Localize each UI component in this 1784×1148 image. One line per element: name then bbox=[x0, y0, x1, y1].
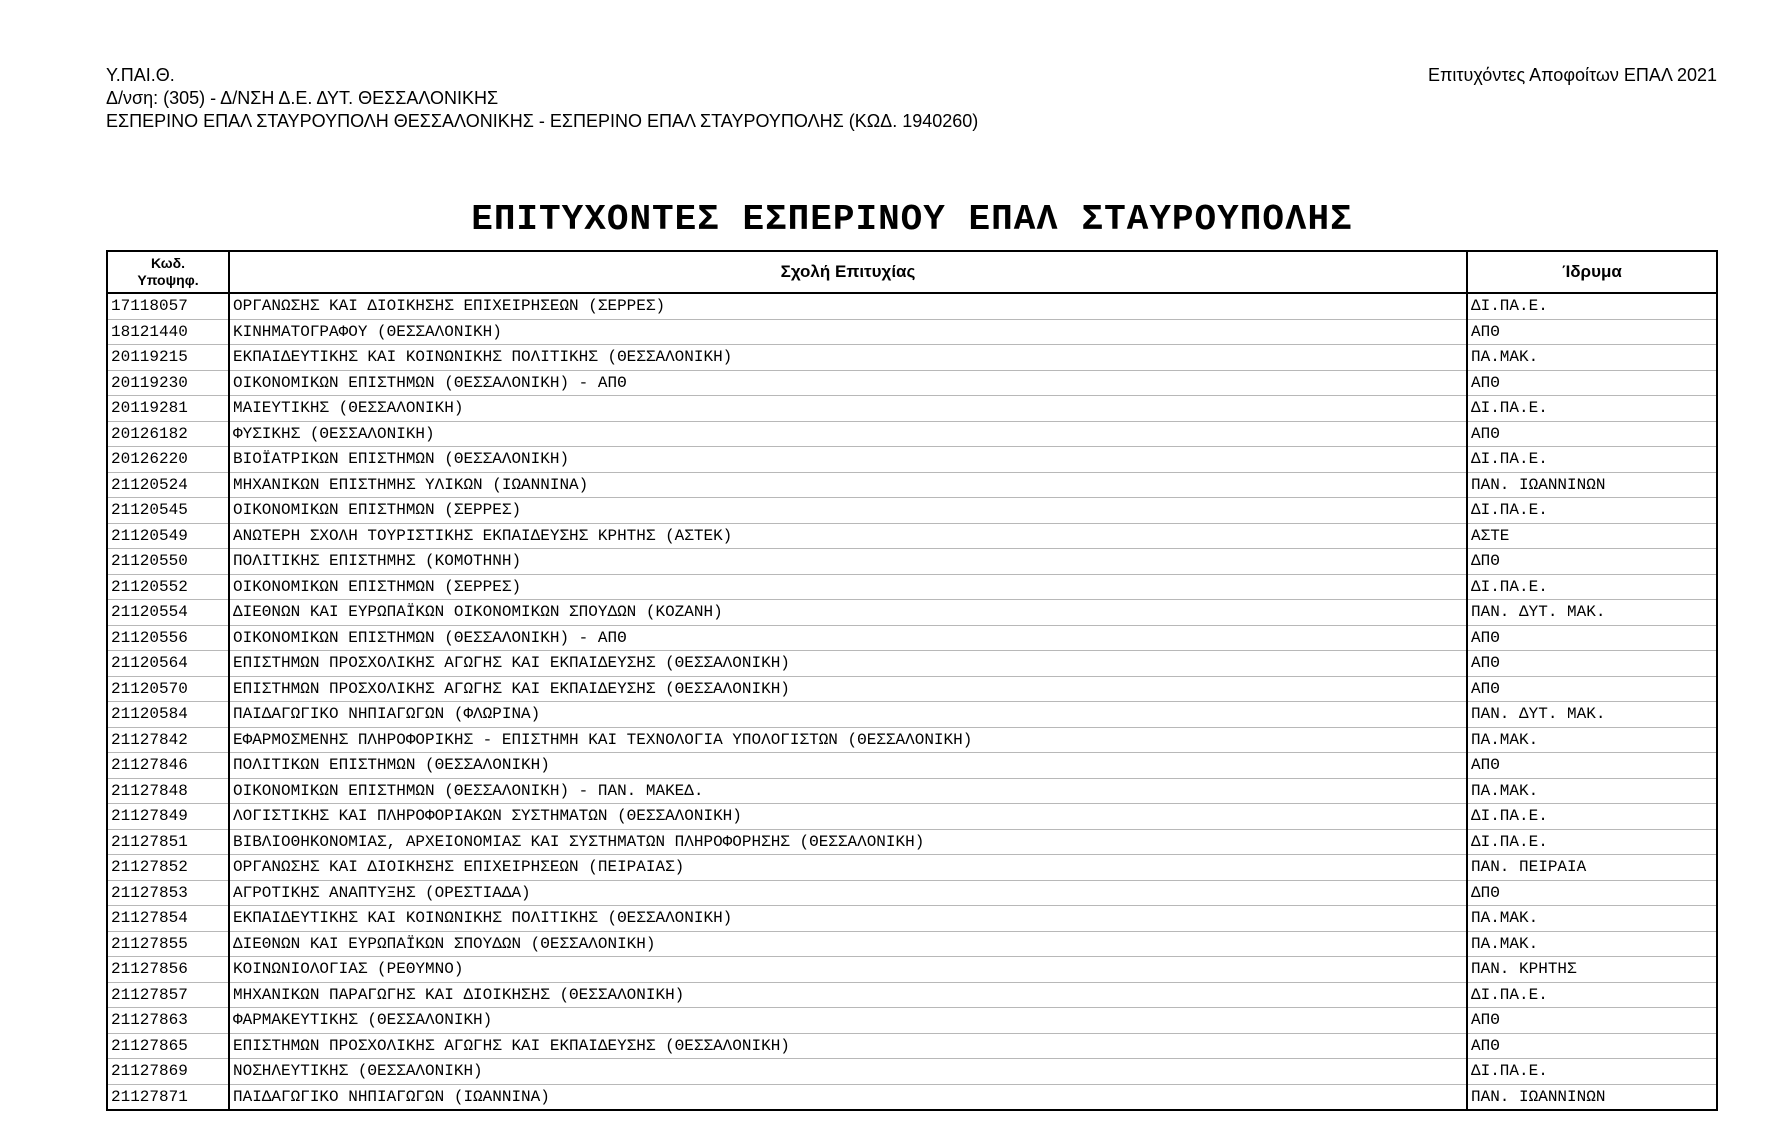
institution-cell: ΔΙ.ΠΑ.Ε. bbox=[1467, 829, 1717, 855]
column-header-code bbox=[107, 251, 229, 293]
institution-cell: ΠΑ.ΜΑΚ. bbox=[1467, 906, 1717, 932]
table-row bbox=[107, 778, 1717, 804]
institution-cell: ΑΠΘ bbox=[1467, 1008, 1717, 1034]
institution-cell: ΠΑ.ΜΑΚ. bbox=[1467, 727, 1717, 753]
candidate-code-cell: 20119215 bbox=[107, 345, 229, 371]
table-row bbox=[107, 676, 1717, 702]
institution-cell: ΔΙ.ΠΑ.Ε. bbox=[1467, 498, 1717, 524]
report-name: Επιτυχόντες Αποφοίτων ΕΠΑΛ 2021 bbox=[1427, 65, 1717, 85]
table-row bbox=[107, 906, 1717, 932]
school-cell: ΒΙΟΪΑΤΡΙΚΩΝ ΕΠΙΣΤΗΜΩΝ (ΘΕΣΣΑΛΟΝΙΚΗ) bbox=[229, 447, 1467, 473]
school-cell: ΜΑΙΕΥΤΙΚΗΣ (ΘΕΣΣΑΛΟΝΙΚΗ) bbox=[229, 396, 1467, 422]
table-row bbox=[107, 396, 1717, 422]
table-row bbox=[107, 727, 1717, 753]
column-header-school: Σχολή Επιτυχίας bbox=[229, 251, 1467, 293]
table-row bbox=[107, 625, 1717, 651]
candidate-code-cell: 21120549 bbox=[107, 523, 229, 549]
school-cell: ΟΙΚΟΝΟΜΙΚΩΝ ΕΠΙΣΤΗΜΩΝ (ΣΕΡΡΕΣ) bbox=[229, 498, 1467, 524]
candidate-code-cell: 21127856 bbox=[107, 957, 229, 983]
institution-cell: ΔΙ.ΠΑ.Ε. bbox=[1467, 982, 1717, 1008]
school-cell: ΚΙΝΗΜΑΤΟΓΡΑΦΟΥ (ΘΕΣΣΑΛΟΝΙΚΗ) bbox=[229, 319, 1467, 345]
candidate-code-cell: 21127863 bbox=[107, 1008, 229, 1034]
table-row bbox=[107, 293, 1717, 319]
candidate-code-cell: 21120564 bbox=[107, 651, 229, 677]
candidate-code-cell: 18121440 bbox=[107, 319, 229, 345]
institution-cell: ΔΙ.ΠΑ.Ε. bbox=[1467, 1059, 1717, 1085]
institution-cell: ΔΠΘ bbox=[1467, 549, 1717, 575]
institution-cell: ΑΠΘ bbox=[1467, 421, 1717, 447]
candidate-code-cell: 21120584 bbox=[107, 702, 229, 728]
school-cell: ΕΠΙΣΤΗΜΩΝ ΠΡΟΣΧΟΛΙΚΗΣ ΑΓΩΓΗΣ ΚΑΙ ΕΚΠΑΙΔΕΥΣΗΣ (ΘΕΣΣΑΛΟΝΙΚΗ) bbox=[229, 651, 1467, 677]
institution-cell: ΠΑ.ΜΑΚ. bbox=[1467, 931, 1717, 957]
candidate-code-cell: 17118057 bbox=[107, 293, 229, 319]
school-cell: ΦΥΣΙΚΗΣ (ΘΕΣΣΑΛΟΝΙΚΗ) bbox=[229, 421, 1467, 447]
candidate-code-cell: 21127848 bbox=[107, 778, 229, 804]
code-header-line1: Κωδ. bbox=[151, 255, 185, 271]
institution-cell: ΔΙ.ΠΑ.Ε. bbox=[1467, 804, 1717, 830]
directorate-label: Δ/νση: (305) - Δ/ΝΣΗ Δ.Ε. ΔΥΤ. ΘΕΣΣΑΛΟΝΙΚΗΣ bbox=[106, 88, 499, 108]
table-row bbox=[107, 804, 1717, 830]
school-cell: ΟΡΓΑΝΩΣΗΣ ΚΑΙ ΔΙΟΙΚΗΣΗΣ ΕΠΙΧΕΙΡΗΣΕΩΝ (ΣΕΡΡΕΣ) bbox=[229, 293, 1467, 319]
school-cell: ΜΗΧΑΝΙΚΩΝ ΕΠΙΣΤΗΜΗΣ ΥΛΙΚΩΝ (ΙΩΑΝΝΙΝΑ) bbox=[229, 472, 1467, 498]
table-row bbox=[107, 370, 1717, 396]
institution-cell: ΔΠΘ bbox=[1467, 880, 1717, 906]
school-cell: ΠΑΙΔΑΓΩΓΙΚΟ ΝΗΠΙΑΓΩΓΩΝ (ΙΩΑΝΝΙΝΑ) bbox=[229, 1084, 1467, 1110]
school-cell: ΚΟΙΝΩΝΙΟΛΟΓΙΑΣ (ΡΕΘΥΜΝΟ) bbox=[229, 957, 1467, 983]
table-row bbox=[107, 855, 1717, 881]
candidate-code-cell: 21127852 bbox=[107, 855, 229, 881]
candidate-code-cell: 21127854 bbox=[107, 906, 229, 932]
institution-cell: ΠΑΝ. ΠΕΙΡΑΙΑ bbox=[1467, 855, 1717, 881]
candidate-code-cell: 21120550 bbox=[107, 549, 229, 575]
institution-cell: ΑΠΘ bbox=[1467, 625, 1717, 651]
candidate-code-cell: 21127849 bbox=[107, 804, 229, 830]
school-cell: ΕΠΙΣΤΗΜΩΝ ΠΡΟΣΧΟΛΙΚΗΣ ΑΓΩΓΗΣ ΚΑΙ ΕΚΠΑΙΔΕΥΣΗΣ (ΘΕΣΣΑΛΟΝΙΚΗ) bbox=[229, 1033, 1467, 1059]
institution-cell: ΠΑ.ΜΑΚ. bbox=[1467, 345, 1717, 371]
school-cell: ΔΙΕΘΝΩΝ ΚΑΙ ΕΥΡΩΠΑΪΚΩΝ ΟΙΚΟΝΟΜΙΚΩΝ ΣΠΟΥΔΩΝ (ΚΟΖΑΝΗ) bbox=[229, 600, 1467, 626]
institution-cell: ΑΠΘ bbox=[1467, 676, 1717, 702]
table-row bbox=[107, 702, 1717, 728]
school-cell: ΠΟΛΙΤΙΚΗΣ ΕΠΙΣΤΗΜΗΣ (ΚΟΜΟΤΗΝΗ) bbox=[229, 549, 1467, 575]
institution-cell: ΔΙ.ΠΑ.Ε. bbox=[1467, 447, 1717, 473]
school-cell: ΟΙΚΟΝΟΜΙΚΩΝ ΕΠΙΣΤΗΜΩΝ (ΘΕΣΣΑΛΟΝΙΚΗ) - ΑΠΘ bbox=[229, 625, 1467, 651]
results-table bbox=[106, 250, 1718, 1111]
candidate-code-cell: 21120556 bbox=[107, 625, 229, 651]
table-row bbox=[107, 319, 1717, 345]
school-label: ΕΣΠΕΡΙΝΟ ΕΠΑΛ ΣΤΑΥΡΟΥΠΟΛΗ ΘΕΣΣΑΛΟΝΙΚΗΣ - ΕΣΠΕΡΙΝΟ ΕΠΑΛ ΣΤΑΥΡΟΥΠΟΛΗΣ (ΚΩΔ. 1940260) bbox=[106, 111, 979, 131]
institution-cell: ΠΑΝ. ΙΩΑΝΝΙΝΩΝ bbox=[1467, 1084, 1717, 1110]
school-cell: ΦΑΡΜΑΚΕΥΤΙΚΗΣ (ΘΕΣΣΑΛΟΝΙΚΗ) bbox=[229, 1008, 1467, 1034]
column-header-institution: Ίδρυμα bbox=[1467, 251, 1717, 293]
institution-cell: ΠΑΝ. ΔΥΤ. ΜΑΚ. bbox=[1467, 702, 1717, 728]
table-row bbox=[107, 498, 1717, 524]
institution-cell: ΑΠΘ bbox=[1467, 370, 1717, 396]
school-cell: ΝΟΣΗΛΕΥΤΙΚΗΣ (ΘΕΣΣΑΛΟΝΙΚΗ) bbox=[229, 1059, 1467, 1085]
institution-cell: ΠΑΝ. ΙΩΑΝΝΙΝΩΝ bbox=[1467, 472, 1717, 498]
school-cell: ΟΙΚΟΝΟΜΙΚΩΝ ΕΠΙΣΤΗΜΩΝ (ΣΕΡΡΕΣ) bbox=[229, 574, 1467, 600]
candidate-code-cell: 21127869 bbox=[107, 1059, 229, 1085]
school-cell: ΒΙΒΛΙΟΘΗΚΟΝΟΜΙΑΣ, ΑΡΧΕΙΟΝΟΜΙΑΣ ΚΑΙ ΣΥΣΤΗΜΑΤΩΝ ΠΛΗΡΟΦΟΡΗΣΗΣ (ΘΕΣΣΑΛΟΝΙΚΗ) bbox=[229, 829, 1467, 855]
candidate-code-cell: 21120554 bbox=[107, 600, 229, 626]
candidate-code-cell: 21120570 bbox=[107, 676, 229, 702]
table-row bbox=[107, 600, 1717, 626]
table-row bbox=[107, 472, 1717, 498]
school-cell: ΠΑΙΔΑΓΩΓΙΚΟ ΝΗΠΙΑΓΩΓΩΝ (ΦΛΩΡΙΝΑ) bbox=[229, 702, 1467, 728]
institution-cell: ΔΙ.ΠΑ.Ε. bbox=[1467, 574, 1717, 600]
candidate-code-cell: 20119281 bbox=[107, 396, 229, 422]
candidate-code-cell: 21127846 bbox=[107, 753, 229, 779]
table-row bbox=[107, 1033, 1717, 1059]
institution-cell: ΠΑ.ΜΑΚ. bbox=[1467, 778, 1717, 804]
table-row bbox=[107, 931, 1717, 957]
candidate-code-cell: 20119230 bbox=[107, 370, 229, 396]
table-row bbox=[107, 1059, 1717, 1085]
candidate-code-cell: 21127857 bbox=[107, 982, 229, 1008]
institution-cell: ΑΠΘ bbox=[1467, 1033, 1717, 1059]
candidate-code-cell: 21127842 bbox=[107, 727, 229, 753]
institution-cell: ΔΙ.ΠΑ.Ε. bbox=[1467, 293, 1717, 319]
school-cell: ΜΗΧΑΝΙΚΩΝ ΠΑΡΑΓΩΓΗΣ ΚΑΙ ΔΙΟΙΚΗΣΗΣ (ΘΕΣΣΑΛΟΝΙΚΗ) bbox=[229, 982, 1467, 1008]
school-cell: ΑΓΡΟΤΙΚΗΣ ΑΝΑΠΤΥΞΗΣ (ΟΡΕΣΤΙΑΔΑ) bbox=[229, 880, 1467, 906]
page-title: ΕΠΙΤΥΧΟΝΤΕΣ ΕΣΠΕΡΙΝΟΥ ΕΠΑΛ ΣΤΑΥΡΟΥΠΟΛΗΣ bbox=[471, 199, 1353, 240]
candidate-code-cell: 21120545 bbox=[107, 498, 229, 524]
school-cell: ΑΝΩΤΕΡΗ ΣΧΟΛΗ ΤΟΥΡΙΣΤΙΚΗΣ ΕΚΠΑΙΔΕΥΣΗΣ ΚΡΗΤΗΣ (ΑΣΤΕΚ) bbox=[229, 523, 1467, 549]
table-row bbox=[107, 1084, 1717, 1110]
table-row bbox=[107, 549, 1717, 575]
candidate-code-cell: 21127865 bbox=[107, 1033, 229, 1059]
ministry-label: Υ.ΠΑΙ.Θ. bbox=[106, 65, 175, 85]
candidate-code-cell: 21127853 bbox=[107, 880, 229, 906]
school-cell: ΕΚΠΑΙΔΕΥΤΙΚΗΣ ΚΑΙ ΚΟΙΝΩΝΙΚΗΣ ΠΟΛΙΤΙΚΗΣ (ΘΕΣΣΑΛΟΝΙΚΗ) bbox=[229, 906, 1467, 932]
table-row bbox=[107, 574, 1717, 600]
table-row bbox=[107, 829, 1717, 855]
table-body bbox=[107, 293, 1717, 1110]
school-cell: ΟΡΓΑΝΩΣΗΣ ΚΑΙ ΔΙΟΙΚΗΣΗΣ ΕΠΙΧΕΙΡΗΣΕΩΝ (ΠΕΙΡΑΙΑΣ) bbox=[229, 855, 1467, 881]
table-row bbox=[107, 345, 1717, 371]
school-cell: ΠΟΛΙΤΙΚΩΝ ΕΠΙΣΤΗΜΩΝ (ΘΕΣΣΑΛΟΝΙΚΗ) bbox=[229, 753, 1467, 779]
table-row bbox=[107, 1008, 1717, 1034]
document-header bbox=[106, 64, 978, 133]
table-row bbox=[107, 753, 1717, 779]
school-cell: ΛΟΓΙΣΤΙΚΗΣ ΚΑΙ ΠΛΗΡΟΦΟΡΙΑΚΩΝ ΣΥΣΤΗΜΑΤΩΝ (ΘΕΣΣΑΛΟΝΙΚΗ) bbox=[229, 804, 1467, 830]
code-header-line2: Υποψηφ. bbox=[137, 272, 199, 288]
candidate-code-cell: 21127851 bbox=[107, 829, 229, 855]
institution-cell: ΑΠΘ bbox=[1467, 319, 1717, 345]
candidate-code-cell: 20126182 bbox=[107, 421, 229, 447]
table-row bbox=[107, 982, 1717, 1008]
table-row bbox=[107, 447, 1717, 473]
table-row bbox=[107, 880, 1717, 906]
candidate-code-cell: 21120552 bbox=[107, 574, 229, 600]
school-cell: ΔΙΕΘΝΩΝ ΚΑΙ ΕΥΡΩΠΑΪΚΩΝ ΣΠΟΥΔΩΝ (ΘΕΣΣΑΛΟΝΙΚΗ) bbox=[229, 931, 1467, 957]
table-row bbox=[107, 957, 1717, 983]
school-cell: ΟΙΚΟΝΟΜΙΚΩΝ ΕΠΙΣΤΗΜΩΝ (ΘΕΣΣΑΛΟΝΙΚΗ) - ΠΑΝ. ΜΑΚΕΔ. bbox=[229, 778, 1467, 804]
institution-cell: ΑΠΘ bbox=[1467, 753, 1717, 779]
school-cell: ΕΠΙΣΤΗΜΩΝ ΠΡΟΣΧΟΛΙΚΗΣ ΑΓΩΓΗΣ ΚΑΙ ΕΚΠΑΙΔΕΥΣΗΣ (ΘΕΣΣΑΛΟΝΙΚΗ) bbox=[229, 676, 1467, 702]
school-cell: ΟΙΚΟΝΟΜΙΚΩΝ ΕΠΙΣΤΗΜΩΝ (ΘΕΣΣΑΛΟΝΙΚΗ) - ΑΠΘ bbox=[229, 370, 1467, 396]
table-row bbox=[107, 523, 1717, 549]
school-cell: ΕΦΑΡΜΟΣΜΕΝΗΣ ΠΛΗΡΟΦΟΡΙΚΗΣ - ΕΠΙΣΤΗΜΗ ΚΑΙ ΤΕΧΝΟΛΟΓΙΑ ΥΠΟΛΟΓΙΣΤΩΝ (ΘΕΣΣΑΛΟΝΙΚΗ) bbox=[229, 727, 1467, 753]
institution-cell: ΔΙ.ΠΑ.Ε. bbox=[1467, 396, 1717, 422]
candidate-code-cell: 21127871 bbox=[107, 1084, 229, 1110]
candidate-code-cell: 21127855 bbox=[107, 931, 229, 957]
table-row bbox=[107, 651, 1717, 677]
school-cell: ΕΚΠΑΙΔΕΥΤΙΚΗΣ ΚΑΙ ΚΟΙΝΩΝΙΚΗΣ ΠΟΛΙΤΙΚΗΣ (ΘΕΣΣΑΛΟΝΙΚΗ) bbox=[229, 345, 1467, 371]
institution-cell: ΑΠΘ bbox=[1467, 651, 1717, 677]
institution-cell: ΑΣΤΕ bbox=[1467, 523, 1717, 549]
candidate-code-cell: 21120524 bbox=[107, 472, 229, 498]
candidate-code-cell: 20126220 bbox=[107, 447, 229, 473]
table-row bbox=[107, 421, 1717, 447]
institution-cell: ΠΑΝ. ΔΥΤ. ΜΑΚ. bbox=[1467, 600, 1717, 626]
institution-cell: ΠΑΝ. ΚΡΗΤΗΣ bbox=[1467, 957, 1717, 983]
table-header-row bbox=[107, 251, 1717, 293]
